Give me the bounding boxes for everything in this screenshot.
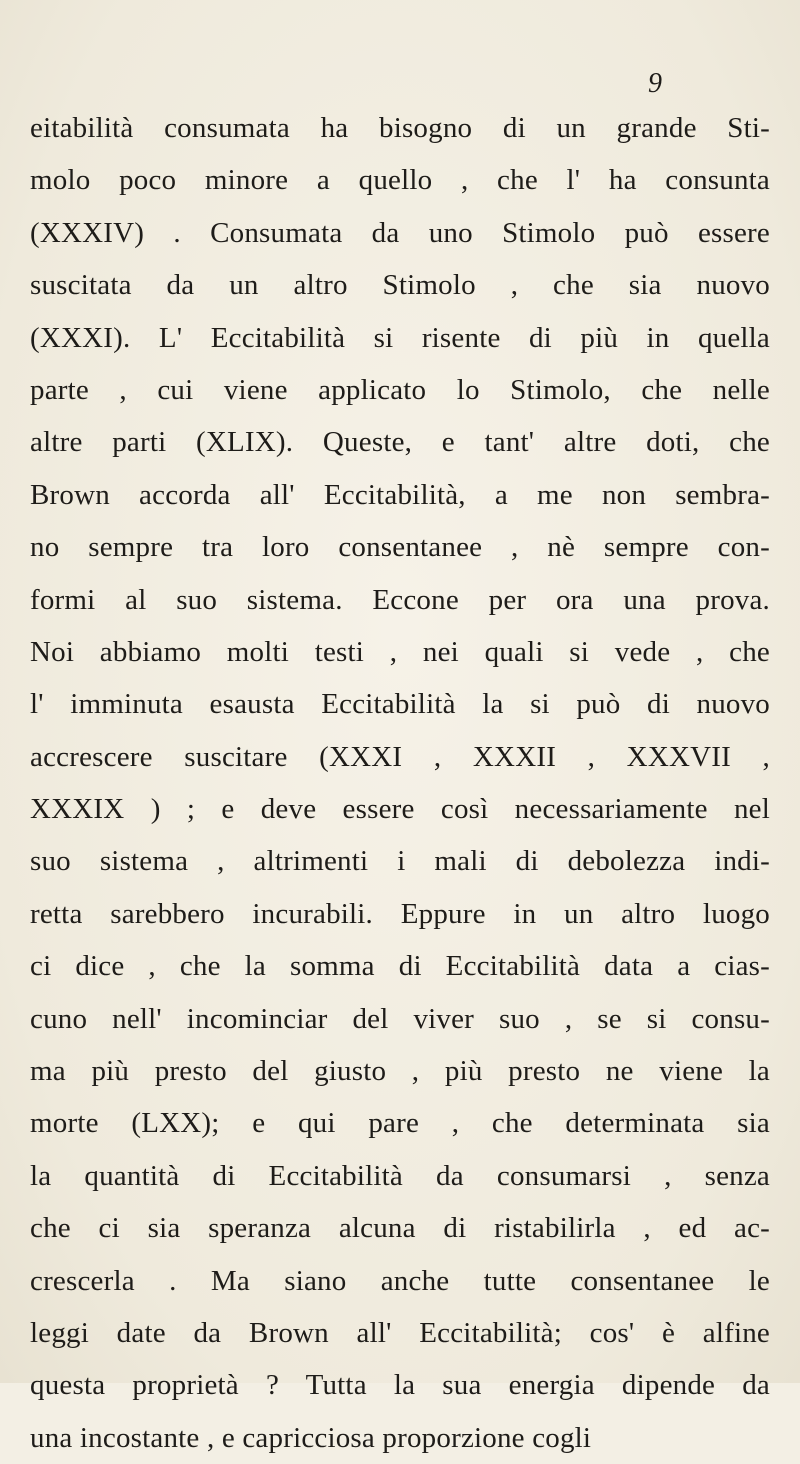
text-line: formi al suo sistema. Eccone per ora una prova.	[30, 583, 770, 616]
text-line: (XXXIV) . Consumata da uno Stimolo può essere	[30, 216, 770, 249]
text-line: suo sistema , altrimenti i mali di debolezza indi-	[30, 845, 770, 878]
text-line: ma più presto del giusto , più presto ne viene la	[30, 1055, 770, 1088]
text-line: (XXXI). L' Eccitabilità si risente di più in quella	[30, 321, 770, 354]
page-number: 9	[648, 68, 662, 99]
text-line: retta sarebbero incurabili. Eppure in un altro luogo	[30, 897, 770, 930]
text-line: molo poco minore a quello , che l' ha consunta	[30, 164, 770, 197]
text-line: morte (LXX); e qui pare , che determinata sia	[30, 1107, 770, 1140]
text-line: questa proprietà ? Tutta la sua energia dipende da	[30, 1369, 770, 1402]
text-line: parte , cui viene applicato lo Stimolo, che nelle	[30, 373, 770, 406]
text-line: Brown accorda all' Eccitabilità, a me non sembra-	[30, 478, 770, 511]
text-line: che ci sia speranza alcuna di ristabilirla , ed ac-	[30, 1212, 770, 1245]
text-line: no sempre tra loro consentanee , nè sempre con-	[30, 531, 770, 564]
text-line: una incostante , e capricciosa proporzione cogli	[30, 1421, 592, 1454]
body-text	[30, 102, 770, 1464]
text-line: altre parti (XLIX). Queste, e tant' altre doti, che	[30, 426, 770, 459]
text-line: l' imminuta esausta Eccitabilità la si può di nuovo	[30, 688, 770, 721]
text-line: XXXIX ) ; e deve essere così necessariamente nel	[30, 793, 770, 826]
text-line: accrescere suscitare (XXXI , XXXII , XXXVII ,	[30, 740, 770, 773]
text-line: eitabilità consumata ha bisogno di un grande Sti-	[30, 112, 770, 144]
text-line: ci dice , che la somma di Eccitabilità data a cias-	[30, 950, 770, 983]
text-line: Noi abbiamo molti testi , nei quali si vede , che	[30, 635, 770, 668]
text-line: cuno nell' incominciar del viver suo , se si consu-	[30, 1002, 770, 1035]
text-line: crescerla . Ma siano anche tutte consentanee le	[30, 1264, 770, 1297]
text-line: la quantità di Eccitabilità da consumarsi , senza	[30, 1159, 770, 1192]
text-line: leggi date da Brown all' Eccitabilità; cos' è alfine	[30, 1316, 770, 1349]
text-line: suscitata da un altro Stimolo , che sia nuovo	[30, 269, 770, 302]
